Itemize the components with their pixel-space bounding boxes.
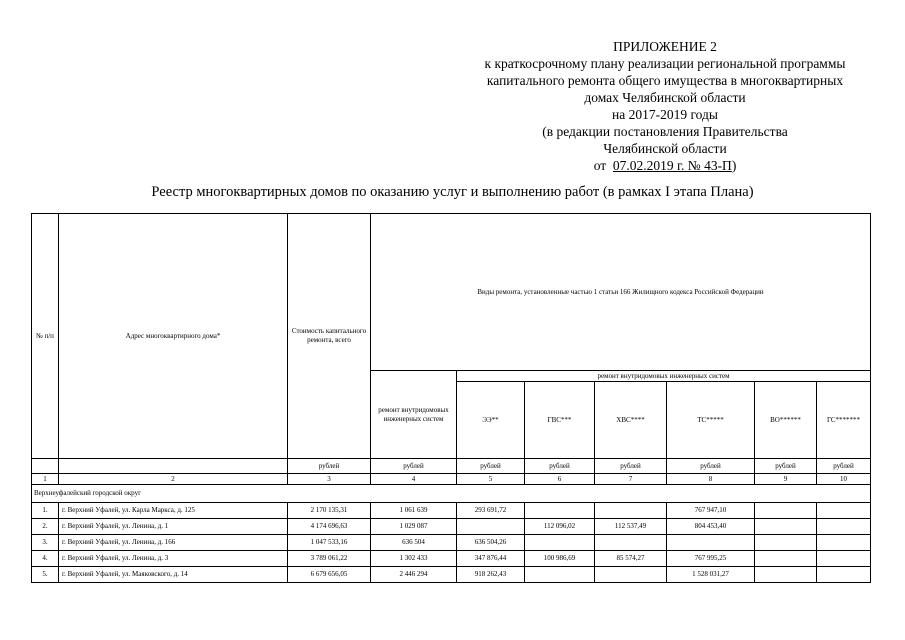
row-vo xyxy=(755,567,817,583)
row-gs xyxy=(817,567,871,583)
row-gs xyxy=(817,519,871,535)
row-gs xyxy=(817,535,871,551)
row-gvs xyxy=(525,503,595,519)
row-total: 2 170 135,31 xyxy=(288,503,371,519)
row-ts: 767 947,10 xyxy=(667,503,755,519)
column-number: 1 xyxy=(32,474,59,485)
unit-cell: рублей xyxy=(755,459,817,474)
decree-prefix: от xyxy=(593,158,613,173)
row-ts: 1 528 031,27 xyxy=(667,567,755,583)
col-header-ee: ЭЭ** xyxy=(457,382,525,459)
col-header-gs: ГС******* xyxy=(817,382,871,459)
appendix-label: ПРИЛОЖЕНИЕ 2 xyxy=(613,39,717,54)
header-row xyxy=(32,214,871,371)
row-total: 1 047 533,16 xyxy=(288,535,371,551)
decree-line xyxy=(440,157,890,174)
row-ee: 636 504,26 xyxy=(457,535,525,551)
row-vo xyxy=(755,535,817,551)
row-address: г. Верхний Уфалей, ул. Ленина, д. 1 xyxy=(59,519,288,535)
row-hvs: 85 574,27 xyxy=(595,551,667,567)
row-gs xyxy=(817,551,871,567)
row-gvs: 112 096,02 xyxy=(525,519,595,535)
col-header-repair-group: ремонт внутридомовых инженерных систем xyxy=(457,371,871,382)
units-row xyxy=(32,459,871,474)
row-gvs xyxy=(525,535,595,551)
row-ee: 918 262,43 xyxy=(457,567,525,583)
column-number: 6 xyxy=(525,474,595,485)
unit-cell: рублей xyxy=(595,459,667,474)
col-header-gvs: ГВС*** xyxy=(525,382,595,459)
row-number: 2. xyxy=(32,519,59,535)
row-ts: 767 995,25 xyxy=(667,551,755,567)
unit-cell: рублей xyxy=(288,459,371,474)
unit-cell: рублей xyxy=(525,459,595,474)
column-number: 10 xyxy=(817,474,871,485)
decree-date: 07.02.2019 г. № 43-П xyxy=(612,158,732,173)
row-repair: 636 504 xyxy=(371,535,457,551)
row-repair: 1 302 433 xyxy=(371,551,457,567)
row-repair: 1 061 639 xyxy=(371,503,457,519)
row-ts: 804 453,40 xyxy=(667,519,755,535)
col-header-number: № п/п xyxy=(32,214,59,459)
header-line: к краткосрочному плану реализации региональной программы xyxy=(484,56,846,71)
table-row xyxy=(32,535,871,551)
unit-cell xyxy=(59,459,288,474)
table-row xyxy=(32,551,871,567)
col-header-ts: ТС***** xyxy=(667,382,755,459)
row-address: г. Верхний Уфалей, ул. Ленина, д. 166 xyxy=(59,535,288,551)
row-number: 5. xyxy=(32,567,59,583)
unit-cell: рублей xyxy=(817,459,871,474)
col-header-hvs: ХВС**** xyxy=(595,382,667,459)
row-ee xyxy=(457,519,525,535)
header-line: домах Челябинской области xyxy=(584,90,746,105)
row-address: г. Верхний Уфалей, ул. Ленина, д. 3 xyxy=(59,551,288,567)
row-vo xyxy=(755,519,817,535)
col-header-vo: ВО****** xyxy=(755,382,817,459)
row-hvs xyxy=(595,567,667,583)
header-line: (в редакции постановления Правительства xyxy=(542,124,788,139)
row-gvs: 100 986,69 xyxy=(525,551,595,567)
row-number: 3. xyxy=(32,535,59,551)
col-header-cost: Стоимость капитального ремонта, всего xyxy=(288,214,371,459)
row-gs xyxy=(817,503,871,519)
row-hvs xyxy=(595,503,667,519)
row-total: 3 789 061,22 xyxy=(288,551,371,567)
header-line: Челябинской области xyxy=(603,141,727,156)
unit-cell: рублей xyxy=(457,459,525,474)
column-number: 7 xyxy=(595,474,667,485)
column-numbers-row xyxy=(32,474,871,485)
document-header xyxy=(440,38,890,174)
unit-cell: рублей xyxy=(667,459,755,474)
table-row xyxy=(32,519,871,535)
column-number: 3 xyxy=(288,474,371,485)
row-vo xyxy=(755,551,817,567)
document-title: Реестр многоквартирных домов по оказанию услуг и выполнению работ (в рамках I этапа Плана) xyxy=(151,184,754,200)
row-ee: 347 876,44 xyxy=(457,551,525,567)
decree-suffix: ) xyxy=(731,158,737,173)
row-total: 6 679 656,05 xyxy=(288,567,371,583)
column-number: 8 xyxy=(667,474,755,485)
header-line: капитального ремонта общего имущества в многоквартирных xyxy=(486,73,844,88)
row-gvs xyxy=(525,567,595,583)
table-row xyxy=(32,503,871,519)
section-label: Верхнеуфалейский городской округ xyxy=(32,485,871,503)
row-repair: 2 446 294 xyxy=(371,567,457,583)
row-address: г. Верхний Уфалей, ул. Карла Маркса, д. 125 xyxy=(59,503,288,519)
unit-cell xyxy=(32,459,59,474)
row-repair: 1 029 087 xyxy=(371,519,457,535)
column-number: 5 xyxy=(457,474,525,485)
column-number: 4 xyxy=(371,474,457,485)
col-header-repair-types: Виды ремонта, установленные частью 1 статьи 166 Жилищного кодекса Российской Федерации xyxy=(371,214,871,371)
unit-cell: рублей xyxy=(371,459,457,474)
section-row xyxy=(32,485,871,503)
row-ee: 293 691,72 xyxy=(457,503,525,519)
row-hvs: 112 537,49 xyxy=(595,519,667,535)
col-header-repair-systems: ремонт внутридомовых инженерных систем xyxy=(371,371,457,459)
row-ts xyxy=(667,535,755,551)
col-header-address: Адрес многоквартирного дома* xyxy=(59,214,288,459)
row-number: 1. xyxy=(32,503,59,519)
header-line: на 2017-2019 годы xyxy=(612,107,718,122)
table-row xyxy=(32,567,871,583)
registry-table xyxy=(31,213,871,583)
column-number: 2 xyxy=(59,474,288,485)
row-address: г. Верхний Уфалей, ул. Маяковского, д. 14 xyxy=(59,567,288,583)
row-vo xyxy=(755,503,817,519)
column-number: 9 xyxy=(755,474,817,485)
row-hvs xyxy=(595,535,667,551)
row-total: 4 174 696,63 xyxy=(288,519,371,535)
row-number: 4. xyxy=(32,551,59,567)
